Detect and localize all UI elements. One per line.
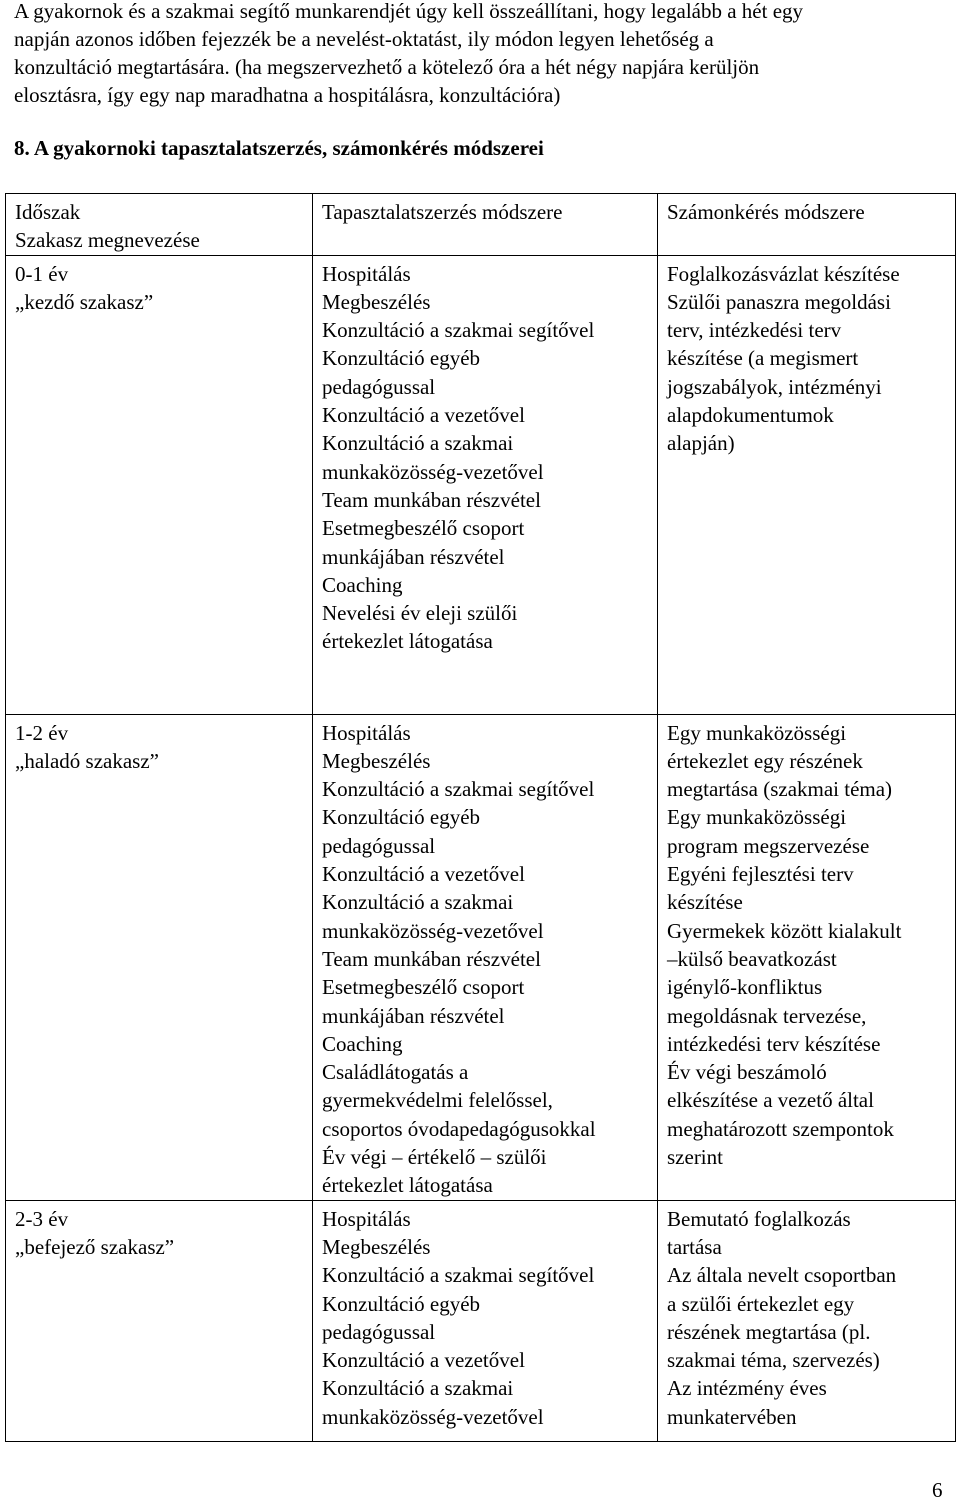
cell-line: munkatervében	[667, 1404, 797, 1429]
period-cell	[6, 714, 313, 1200]
cell-line: igénylő-konfliktus	[667, 975, 823, 1000]
cell-line: alapdokumentumok	[667, 403, 834, 428]
assessment-cell	[658, 255, 956, 714]
cell-line: munkaközösség-vezetővel	[322, 459, 544, 484]
cell-line: Egyéni fejlesztési terv	[667, 862, 854, 887]
cell-line: meghatározott szempontok	[667, 1116, 894, 1141]
cell-line: Egy munkaközösségi	[667, 720, 847, 745]
cell-line: Időszak	[15, 200, 81, 224]
cell-line: Tapasztalatszerzés módszere	[322, 200, 563, 224]
cell-line: 2-3 év	[15, 1206, 69, 1231]
intro-line: elosztásra, így egy nap maradhatna a hospitálásra, konzultációra)	[14, 83, 561, 107]
cell-line: Foglalkozásvázlat készítése	[667, 261, 900, 286]
cell-line: Team munkában részvétel	[322, 487, 541, 512]
cell-line: Egy munkaközösségi	[667, 805, 847, 830]
cell-line: munkájában részvétel	[322, 544, 505, 569]
cell-line: a szülői értekezlet egy	[667, 1291, 855, 1316]
cell-line: program megszervezése	[667, 833, 870, 858]
cell-line: Konzultáció egyéb	[322, 805, 481, 830]
cell-line: Nevelési év eleji szülői	[322, 601, 518, 626]
cell-line: Megbeszélés	[322, 1234, 431, 1259]
cell-line: 0-1 év	[15, 261, 69, 286]
section-heading: 8. A gyakornoki tapasztalatszerzés, számonkérés módszerei	[14, 136, 544, 160]
intro-line: konzultáció megtartására. (ha megszervezhető a kötelező óra a hét négy napjára kerüljön	[14, 55, 760, 79]
cell-line: elkészítése a vezető által	[667, 1088, 874, 1113]
cell-line: értekezlet látogatása	[322, 629, 493, 654]
table-row	[6, 255, 956, 714]
intro-line: napján azonos időben fejezzék be a nevelést-oktatást, ily módon legyen lehetőség a	[14, 27, 714, 51]
methods-cell	[313, 714, 658, 1200]
cell-line: gyermekvédelmi felelőssel,	[322, 1088, 553, 1113]
table-header-row	[6, 194, 956, 256]
cell-line: Az intézmény éves	[667, 1376, 827, 1401]
cell-line: készítése (a megismert	[667, 346, 859, 371]
cell-line: „haladó szakasz”	[15, 748, 159, 773]
cell-line: Konzultáció egyéb	[322, 346, 481, 371]
cell-line: Hospitálás	[322, 720, 411, 745]
cell-line: Team munkában részvétel	[322, 946, 541, 971]
period-cell	[6, 1200, 313, 1441]
cell-line: Konzultáció a vezetővel	[322, 1348, 525, 1373]
cell-line: megtartása (szakmai téma)	[667, 777, 893, 802]
cell-line: Konzultáció a szakmai	[322, 431, 514, 456]
cell-line: Konzultáció a szakmai segítővel	[322, 1263, 595, 1288]
cell-line: munkaközösség-vezetővel	[322, 1404, 544, 1429]
cell-line: terv, intézkedési terv	[667, 318, 842, 343]
cell-line: alapján)	[667, 431, 735, 456]
cell-line: Konzultáció a vezetővel	[322, 862, 525, 887]
cell-line: Coaching	[322, 1031, 403, 1056]
cell-line: Év végi – értékelő – szülői	[322, 1145, 547, 1170]
cell-line: intézkedési terv készítése	[667, 1031, 881, 1056]
cell-line: Konzultáció a szakmai segítővel	[322, 318, 595, 343]
methods-table	[5, 193, 956, 1442]
cell-line: szerint	[667, 1145, 723, 1170]
cell-line: Megbeszélés	[322, 748, 431, 773]
cell-line: Coaching	[322, 572, 403, 597]
cell-line: munkaközösség-vezetővel	[322, 918, 544, 943]
cell-line: Hospitálás	[322, 261, 411, 286]
methods-cell	[313, 255, 658, 714]
cell-line: Családlátogatás a	[322, 1060, 469, 1085]
assessment-cell	[658, 1200, 956, 1441]
cell-line: Konzultáció a vezetővel	[322, 403, 525, 428]
cell-line: pedagógussal	[322, 833, 436, 858]
header-period-cell	[6, 194, 313, 256]
cell-line: –külső beavatkozást	[667, 946, 837, 971]
cell-line: „befejező szakasz”	[15, 1234, 175, 1259]
table-row	[6, 1200, 956, 1441]
methods-cell	[313, 1200, 658, 1441]
cell-line: részének megtartása (pl.	[667, 1319, 871, 1344]
cell-line: Konzultáció a szakmai	[322, 890, 514, 915]
cell-line: Hospitálás	[322, 1206, 411, 1231]
cell-line: csoportos óvodapedagógusokkal	[322, 1116, 596, 1141]
assessment-cell	[658, 714, 956, 1200]
header-methods-cell	[313, 194, 658, 256]
cell-line: Gyermekek között kialakult	[667, 918, 902, 943]
cell-line: „kezdő szakasz”	[15, 289, 154, 314]
cell-line: munkájában részvétel	[322, 1003, 505, 1028]
cell-line: Megbeszélés	[322, 289, 431, 314]
cell-line: Az általa nevelt csoportban	[667, 1263, 897, 1288]
cell-line: 1-2 év	[15, 720, 69, 745]
intro-paragraph	[14, 0, 954, 109]
cell-line: Konzultáció egyéb	[322, 1291, 481, 1316]
cell-line: Év végi beszámoló	[667, 1060, 827, 1085]
intro-line: A gyakornok és a szakmai segítő munkarendjét úgy kell összeállítani, hogy legalább a hét egy	[14, 0, 804, 23]
cell-line: Esetmegbeszélő csoport	[322, 516, 525, 541]
cell-line: tartása	[667, 1234, 722, 1259]
cell-line: értekezlet egy részének	[667, 748, 863, 773]
cell-line: jogszabályok, intézményi	[667, 374, 882, 399]
page-number: 6	[932, 1478, 943, 1502]
cell-line: pedagógussal	[322, 374, 436, 399]
cell-line: Konzultáció a szakmai	[322, 1376, 514, 1401]
cell-line: Bemutató foglalkozás	[667, 1206, 851, 1231]
cell-line: Szakasz megnevezése	[15, 228, 200, 253]
cell-line: Konzultáció a szakmai segítővel	[322, 777, 595, 802]
period-cell	[6, 255, 313, 714]
cell-line: készítése	[667, 890, 743, 915]
cell-line: Esetmegbeszélő csoport	[322, 975, 525, 1000]
header-assessment-cell	[658, 194, 956, 256]
cell-line: értekezlet látogatása	[322, 1173, 493, 1198]
table-row	[6, 714, 956, 1200]
cell-line: Szülői panaszra megoldási	[667, 289, 891, 314]
cell-line: szakmai téma, szervezés)	[667, 1348, 880, 1373]
cell-line: megoldásnak tervezése,	[667, 1003, 867, 1028]
cell-line: Számonkérés módszere	[667, 200, 865, 224]
cell-line: pedagógussal	[322, 1319, 436, 1344]
